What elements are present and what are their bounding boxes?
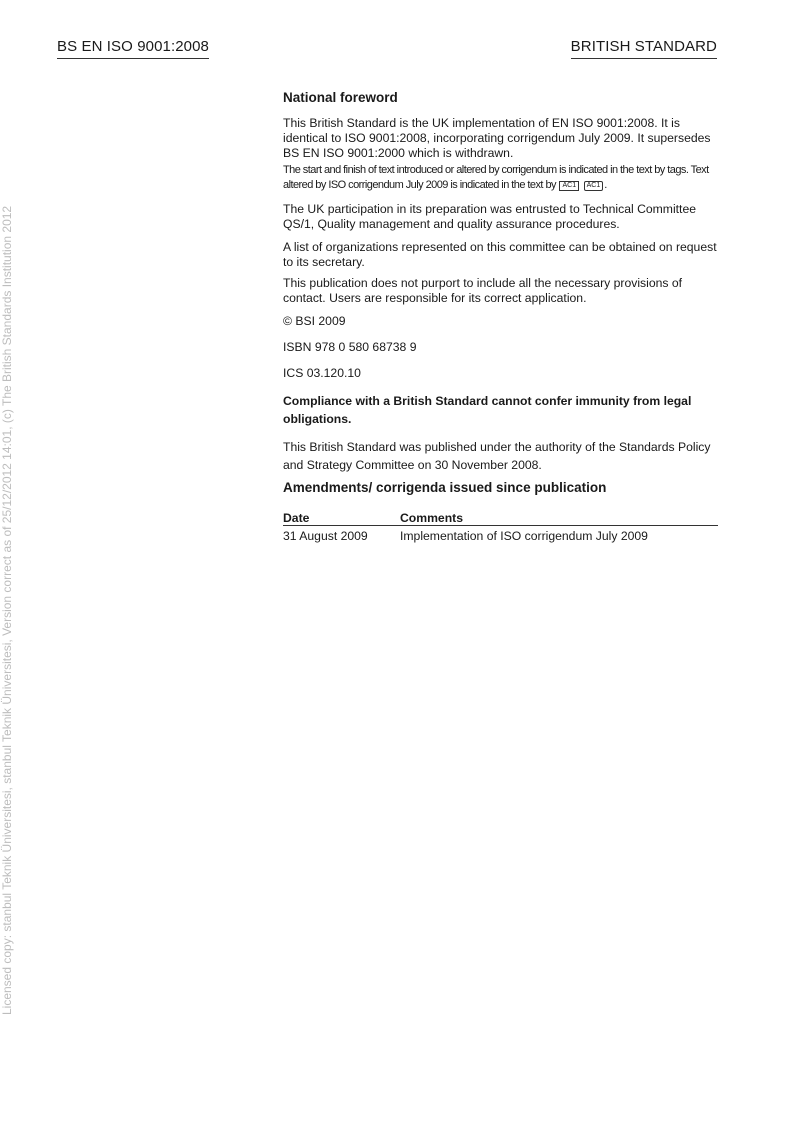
license-watermark: Licensed copy: stanbul Teknik Üniversitesi, stanbul Teknik Üniversitesi, Version correct as of 25/12/2012 14:01, (c) The British Standards Institution 2012 xyxy=(0,205,14,1015)
tags-text: The start and finish of text introduced or altered by corrigendum is indicated in the text by tags. Text altered by ISO corrigendum July 2009 is indicated in the text by xyxy=(283,164,709,191)
foreword-paragraph-provisions: This publication does not purport to include all the necessary provisions of contact. Users are responsible for its correct application. xyxy=(283,276,683,305)
column-header-comments: Comments xyxy=(400,511,718,526)
column-header-date: Date xyxy=(283,511,400,526)
amendments-title: Amendments/ corrigenda issued since publication xyxy=(283,480,607,495)
amendments-table xyxy=(283,511,718,544)
amendment-comment: Implementation of ISO corrigendum July 2009 xyxy=(400,529,648,543)
header-standard-type: BRITISH STANDARD xyxy=(571,38,717,59)
national-foreword xyxy=(283,90,719,544)
corrigendum-open-tag-icon: AC1 xyxy=(559,181,579,191)
tags-text-end: . xyxy=(604,179,607,191)
corrigendum-close-tag-icon: AC1 xyxy=(584,181,604,191)
copyright-line: © BSI 2009 xyxy=(283,314,346,328)
authority-statement: This British Standard was published under the authority of the Standards Policy and Strategy Committee on 30 November 2008. xyxy=(283,440,711,472)
compliance-statement: Compliance with a British Standard cannot confer immunity from legal obligations. xyxy=(283,394,692,426)
amendment-date: 31 August 2009 xyxy=(283,529,368,543)
foreword-paragraph-organizations: A list of organizations represented on this committee can be obtained on request to its secretary. xyxy=(283,240,717,269)
ics-line: ICS 03.120.10 xyxy=(283,366,361,380)
foreword-title: National foreword xyxy=(283,90,398,105)
foreword-paragraph-committee: The UK participation in its preparation was entrusted to Technical Committee QS/1, Quality management and quality assurance procedures. xyxy=(283,202,696,231)
foreword-paragraph-tags xyxy=(283,163,719,193)
amendments-header-row xyxy=(283,511,718,526)
table-row xyxy=(283,526,718,545)
header-document-id: BS EN ISO 9001:2008 xyxy=(57,38,209,59)
foreword-paragraph-implementation: This British Standard is the UK implementation of EN ISO 9001:2008. It is identical to ISO 9001:2008, incorporating corrigendum July 2009. It supersedes BS EN ISO 9001:2000 which is withdrawn. xyxy=(283,116,711,160)
isbn-line: ISBN 978 0 580 68738 9 xyxy=(283,340,417,354)
